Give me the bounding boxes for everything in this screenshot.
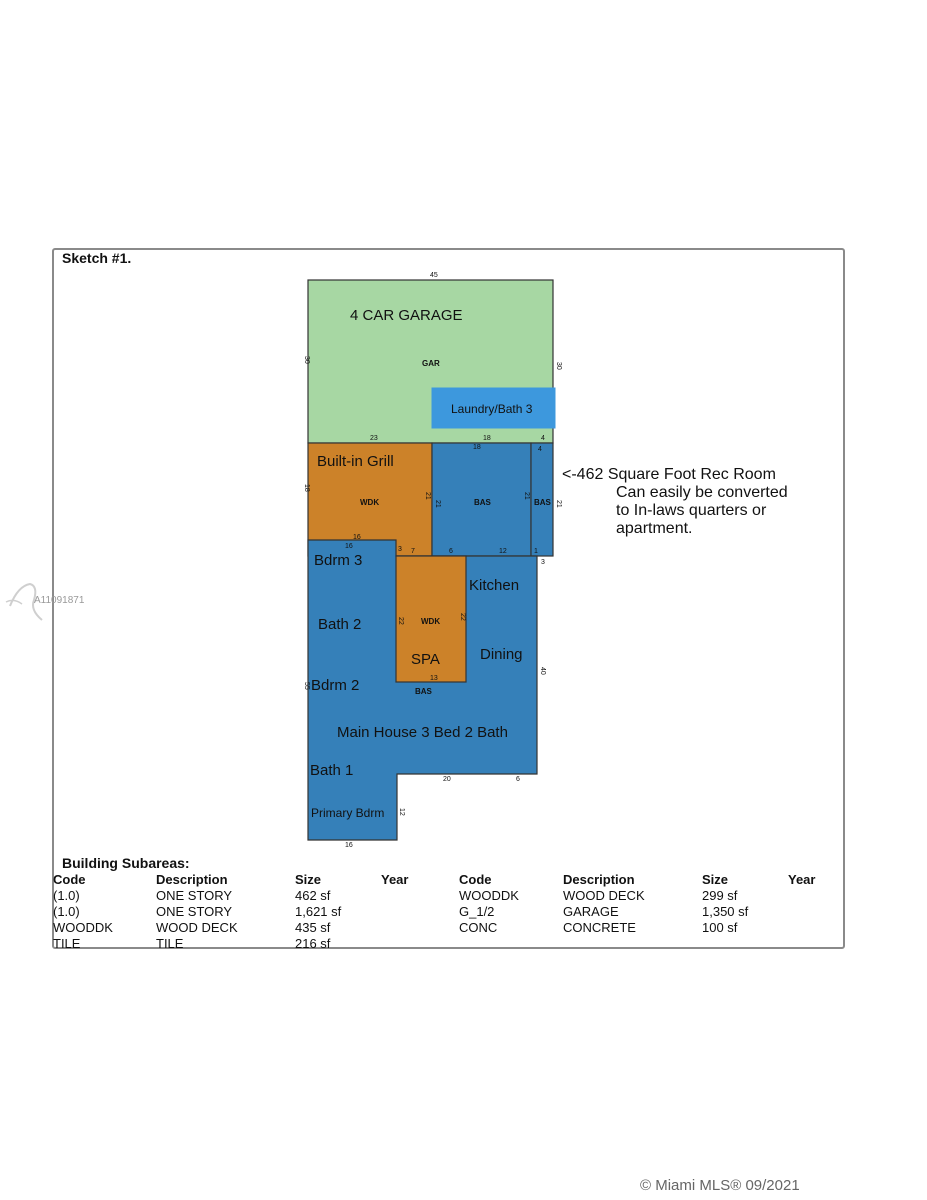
col-code-left: Code: [53, 872, 86, 887]
dim-spa-bottom: 13: [430, 675, 438, 682]
left-row-2-size: 1,621 sf: [295, 904, 342, 919]
dim-6: 6: [449, 548, 453, 555]
dim-6b: 6: [516, 776, 520, 783]
primary-bdrm-label: Primary Bdrm: [311, 806, 385, 820]
garage-title-label: 4 CAR GARAGE: [350, 307, 463, 324]
dim-main-right: 40: [539, 667, 546, 675]
left-row-4-code: TILE: [53, 936, 81, 951]
spa-code-label: WDK: [421, 617, 441, 626]
dim-18b: 18: [473, 444, 481, 451]
dim-side-b: 21: [555, 500, 562, 508]
dim-main-left: 55: [303, 682, 310, 690]
grill-label: Built-in Grill: [317, 453, 394, 470]
spa-label: SPA: [411, 651, 440, 668]
right-row-3-size: 100 sf: [702, 920, 738, 935]
rec-room-note-line3: to In-laws quarters or: [616, 502, 767, 519]
dim-garage-left: 30: [303, 356, 310, 364]
col-year-right: Year: [788, 872, 816, 887]
main-house-label: Main House 3 Bed 2 Bath: [337, 724, 508, 741]
dim-18: 18: [483, 435, 491, 442]
garage-code-label: GAR: [422, 359, 440, 368]
rec-code-label: BAS: [474, 498, 491, 507]
dim-12: 12: [499, 548, 507, 555]
dim-garage-right: 30: [555, 362, 562, 370]
right-row-2-code: G_1/2: [459, 904, 495, 919]
col-size-right: Size: [702, 872, 729, 887]
dim-spa-right: 22: [459, 613, 466, 621]
laundry-label: Laundry/Bath 3: [451, 402, 533, 416]
right-row-1-size: 299 sf: [702, 888, 738, 903]
dim-3: 3: [398, 546, 402, 553]
dim-4: 4: [541, 435, 545, 442]
left-row-3-code: WOODDK: [53, 920, 113, 935]
right-row-2-description: GARAGE: [563, 904, 619, 919]
left-row-3-size: 435 sf: [295, 920, 331, 935]
mls-footer: © Miami MLS® 09/2021: [640, 1177, 800, 1194]
col-description-left: Description: [156, 872, 228, 887]
right-row-3-description: CONCRETE: [563, 920, 636, 935]
watermark-id: A11091871: [34, 595, 85, 606]
dim-top: 45: [430, 272, 438, 279]
right-row-1-description: WOOD DECK: [563, 888, 645, 903]
bdrm2-label: Bdrm 2: [311, 677, 360, 694]
dim-1: 1: [534, 548, 538, 555]
right-row-1-code: WOODDK: [459, 888, 519, 903]
dim-7: 7: [411, 548, 415, 555]
left-row-4-size: 216 sf: [295, 936, 331, 951]
subareas-title: Building Subareas:: [62, 855, 190, 871]
bath1-label: Bath 1: [310, 762, 354, 779]
left-row-1-code: (1.0): [53, 888, 80, 903]
side-code-label: BAS: [534, 498, 551, 507]
col-size-left: Size: [295, 872, 322, 887]
kitchen-label: Kitchen: [469, 577, 520, 594]
grill-code-label: WDK: [360, 498, 380, 507]
dim-spa-left: 22: [397, 617, 404, 625]
left-row-1-description: ONE STORY: [156, 888, 233, 903]
right-row-2-size: 1,350 sf: [702, 904, 749, 919]
dim-side-a: 4: [538, 446, 542, 453]
dim-3b: 3: [541, 559, 545, 566]
col-code-right: Code: [459, 872, 492, 887]
dim-rec-left: 21: [434, 500, 441, 508]
dim-grill-left: 18: [303, 484, 310, 492]
dim-20: 20: [443, 776, 451, 783]
left-row-2-description: ONE STORY: [156, 904, 233, 919]
dim-23: 23: [370, 435, 378, 442]
col-description-right: Description: [563, 872, 635, 887]
right-row-3-code: CONC: [459, 920, 498, 935]
bdrm3-label: Bdrm 3: [314, 552, 363, 569]
dim-16b: 16: [345, 543, 353, 550]
col-year-left: Year: [381, 872, 409, 887]
dim-grill-right: 21: [424, 492, 431, 500]
main-code-label: BAS: [415, 687, 432, 696]
bath2-label: Bath 2: [318, 616, 362, 633]
left-row-4-description: TILE: [156, 936, 184, 951]
dim-bottom: 16: [345, 842, 353, 849]
rec-room-note-line2: Can easily be converted: [616, 484, 788, 501]
left-row-2-code: (1.0): [53, 904, 80, 919]
rec-room-note-line4: apartment.: [616, 520, 693, 537]
dim-16: 16: [353, 534, 361, 541]
left-row-3-description: WOOD DECK: [156, 920, 238, 935]
dim-rec-right: 21: [523, 492, 530, 500]
sketch-title: Sketch #1.: [62, 250, 132, 266]
dining-label: Dining: [480, 646, 523, 663]
dim-12b: 12: [398, 808, 405, 816]
left-row-1-size: 462 sf: [295, 888, 331, 903]
rec-room-note-line1: <-462 Square Foot Rec Room: [562, 466, 776, 483]
